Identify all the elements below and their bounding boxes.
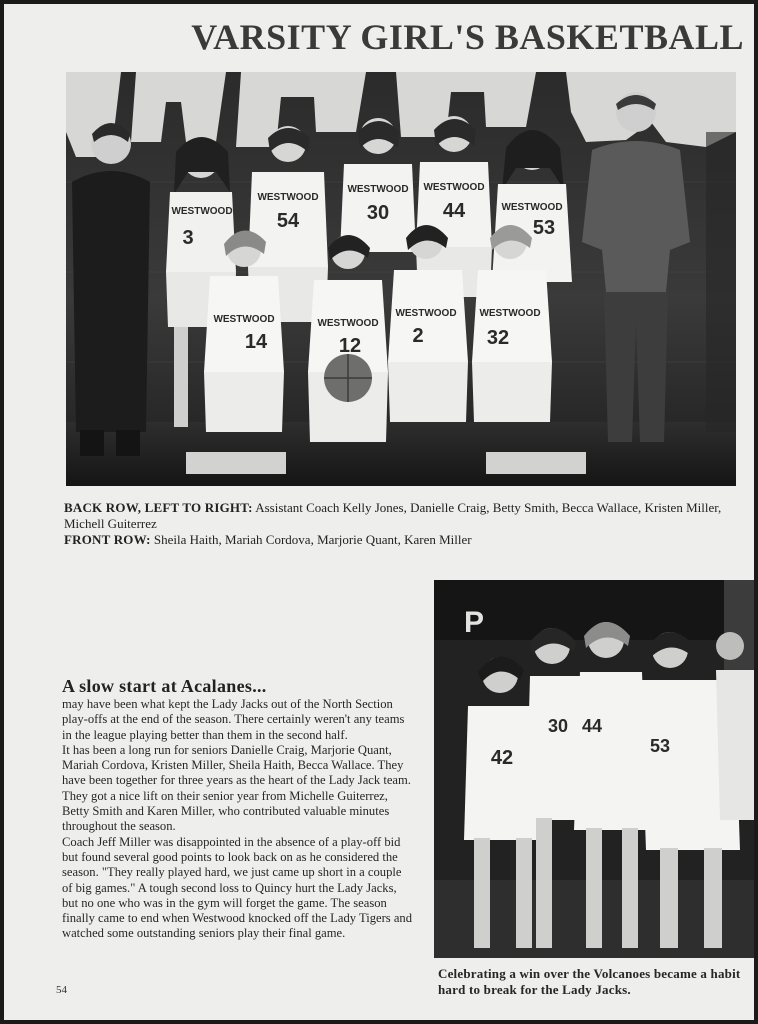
team-photo-caption xyxy=(64,500,734,548)
yearbook-page xyxy=(4,4,754,1020)
celebration-photo-caption: Celebrating a win over the Volcanoes became a habit hard to break for the Lady Jacks. xyxy=(438,966,741,997)
back-row-label: BACK ROW, LEFT TO RIGHT: xyxy=(64,500,253,515)
jersey-number-back-3: 30 xyxy=(366,202,390,224)
celebration-photo xyxy=(434,580,754,958)
jersey-label-back-5: WESTWOOD xyxy=(501,202,563,213)
jersey-number-front-3: 2 xyxy=(412,325,424,347)
front-row-names: Sheila Haith, Mariah Cordova, Marjorie Quant, Karen Miller xyxy=(153,532,472,547)
jersey-number-front-1: 14 xyxy=(244,331,268,353)
jersey-number-back-4: 44 xyxy=(442,200,466,222)
team-photo-illustration xyxy=(66,72,736,486)
celebration-jersey-2: 30 xyxy=(547,716,569,736)
jersey-label-back-2: WESTWOOD xyxy=(257,192,319,203)
jersey-label-front-4: WESTWOOD xyxy=(479,308,541,319)
article-heading: A slow start at Acalanes... xyxy=(62,676,267,696)
jersey-label-back-4: WESTWOOD xyxy=(423,182,485,193)
celebration-photo-illustration xyxy=(434,580,754,958)
team-photo xyxy=(66,72,736,486)
jersey-label-front-3: WESTWOOD xyxy=(395,308,457,319)
celebration-jersey-4: 53 xyxy=(649,736,671,756)
page-title: VARSITY GIRL'S BASKETBALL xyxy=(191,17,744,57)
article-paragraph-1: may have been what kept the Lady Jacks out of the North Section play-offs at the end of the season. There certainly weren't any teams in the league playing better than them in the second half. xyxy=(62,697,405,742)
page-number: 54 xyxy=(56,984,67,996)
jersey-number-back-2: 54 xyxy=(276,210,300,232)
jersey-label-front-1: WESTWOOD xyxy=(213,314,275,325)
jersey-label-front-2: WESTWOOD xyxy=(317,318,379,329)
jersey-number-back-5: 53 xyxy=(532,217,556,239)
article-paragraph-2: It has been a long run for seniors Danielle Craig, Marjorie Quant, Mariah Cordova, Kristen Miller, Sheila Haith, Becca Wallace. They have been together for three years as the heart of the Lady Jack team. They got a nice lift on their senior year from Michelle Guiterrez, Betty Smith and Karen Miller, who contributed valuable minutes throughout the season. xyxy=(62,742,411,834)
jersey-label-back-3: WESTWOOD xyxy=(347,184,409,195)
jersey-number-front-4: 32 xyxy=(486,327,510,349)
back-row-names: Assistant Coach Kelly Jones, Danielle Craig, Betty Smith, Becca Wallace, Kristen Miller, Michell Guiterrez xyxy=(64,500,722,531)
wall-letter: P xyxy=(464,606,485,639)
jersey-label-back-1: WESTWOOD xyxy=(171,206,233,217)
article-paragraph-3: Coach Jeff Miller was disappointed in the absence of a play-off bid but found several good points to look back on as he considered the season. "They really played hard, we just came up short in a couple of big games." A tough second loss to Quincy hurt the Lady Jacks, but no one who was in the gym will forget the game. The season finally came to end when Westwood knocked off the Lady Tigers and watched some outstanding seniors play their final game. xyxy=(62,834,413,941)
article-body xyxy=(62,697,414,942)
jersey-number-back-1: 3 xyxy=(182,227,194,249)
celebration-jersey-1: 42 xyxy=(490,747,514,769)
celebration-jersey-3: 44 xyxy=(581,716,603,736)
front-row-label: FRONT ROW: xyxy=(64,532,151,547)
jersey-number-front-2: 12 xyxy=(338,335,362,357)
